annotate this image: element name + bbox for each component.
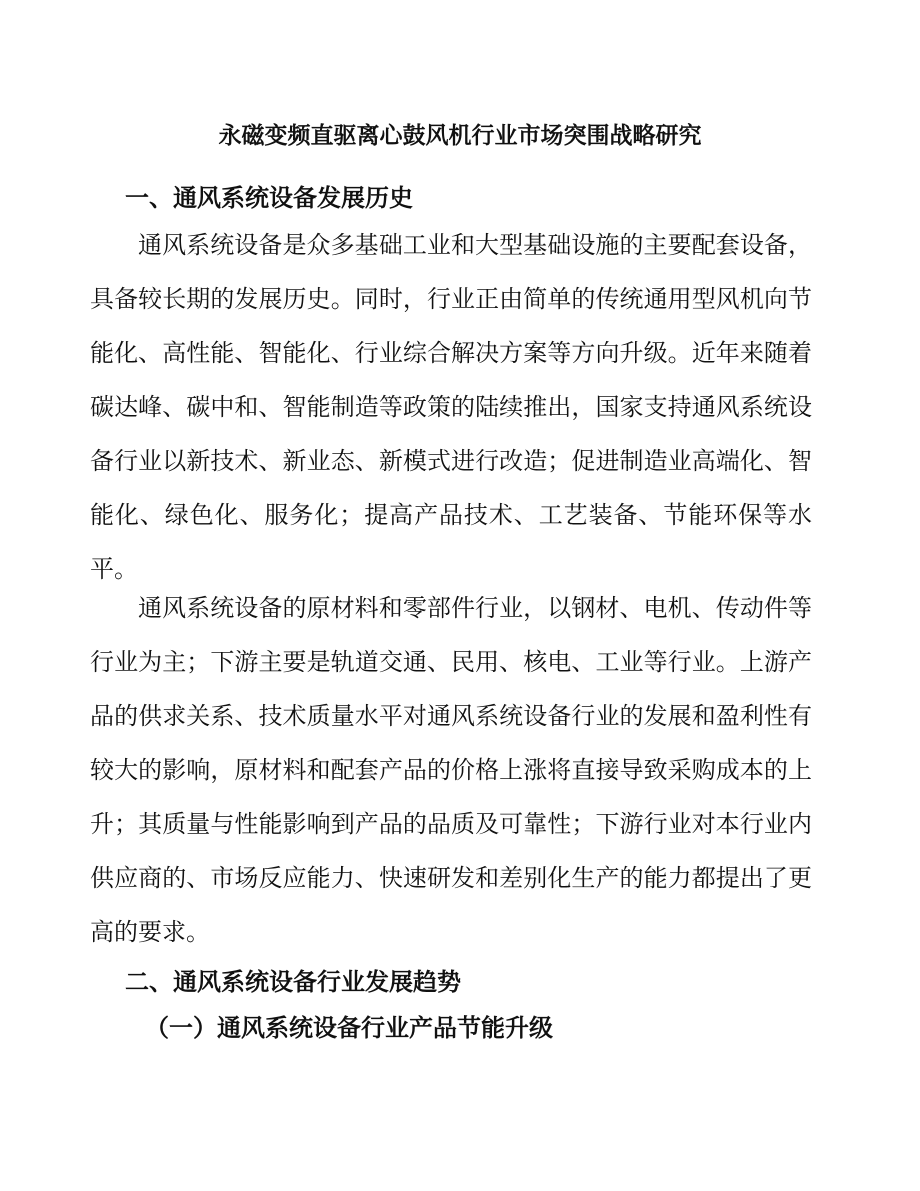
paragraph-supply-chain: 通风系统设备的原材料和零部件行业，以钢材、电机、传动件等行业为主；下游主要是轨道交通、民用、核电、工业等行业。上游产品的供求关系、技术质量水平对通风系统设备行业的发展和盈利性有较大的影响，原材料和配套产品的价格上涨将直接导致采购成本的上升；其质量与性能影响到产品的品质及可靠性；下游行业对本行业内供应商的、市场反应能力、快速研发和差别化生产的能力都提出了更高的要求。 — [90, 594, 812, 946]
section-heading-history: 一、通风系统设备发展历史 — [125, 183, 413, 212]
section-heading-trends: 二、通风系统设备行业发展趋势 — [125, 967, 461, 996]
subsection-heading-energy-saving: （一）通风系统设备行业产品节能升级 — [145, 1013, 553, 1042]
paragraph-history-overview: 通风系统设备是众多基础工业和大型基础设施的主要配套设备，具备较长期的发展历史。同时，行业正由简单的传统通用型风机向节能化、高性能、智能化、行业综合解决方案等方向升级。近年来随着碳达峰、碳中和、智能制造等政策的陆续推出，国家支持通风系统设备行业以新技术、新业态、新模式进行改造；促进制造业高端化、智能化、绿色化、服务化；提高产品技术、工艺装备、节能环保等水平。 — [90, 231, 812, 583]
document-title: 永磁变频直驱离心鼓风机行业市场突围战略研究 — [218, 122, 702, 149]
